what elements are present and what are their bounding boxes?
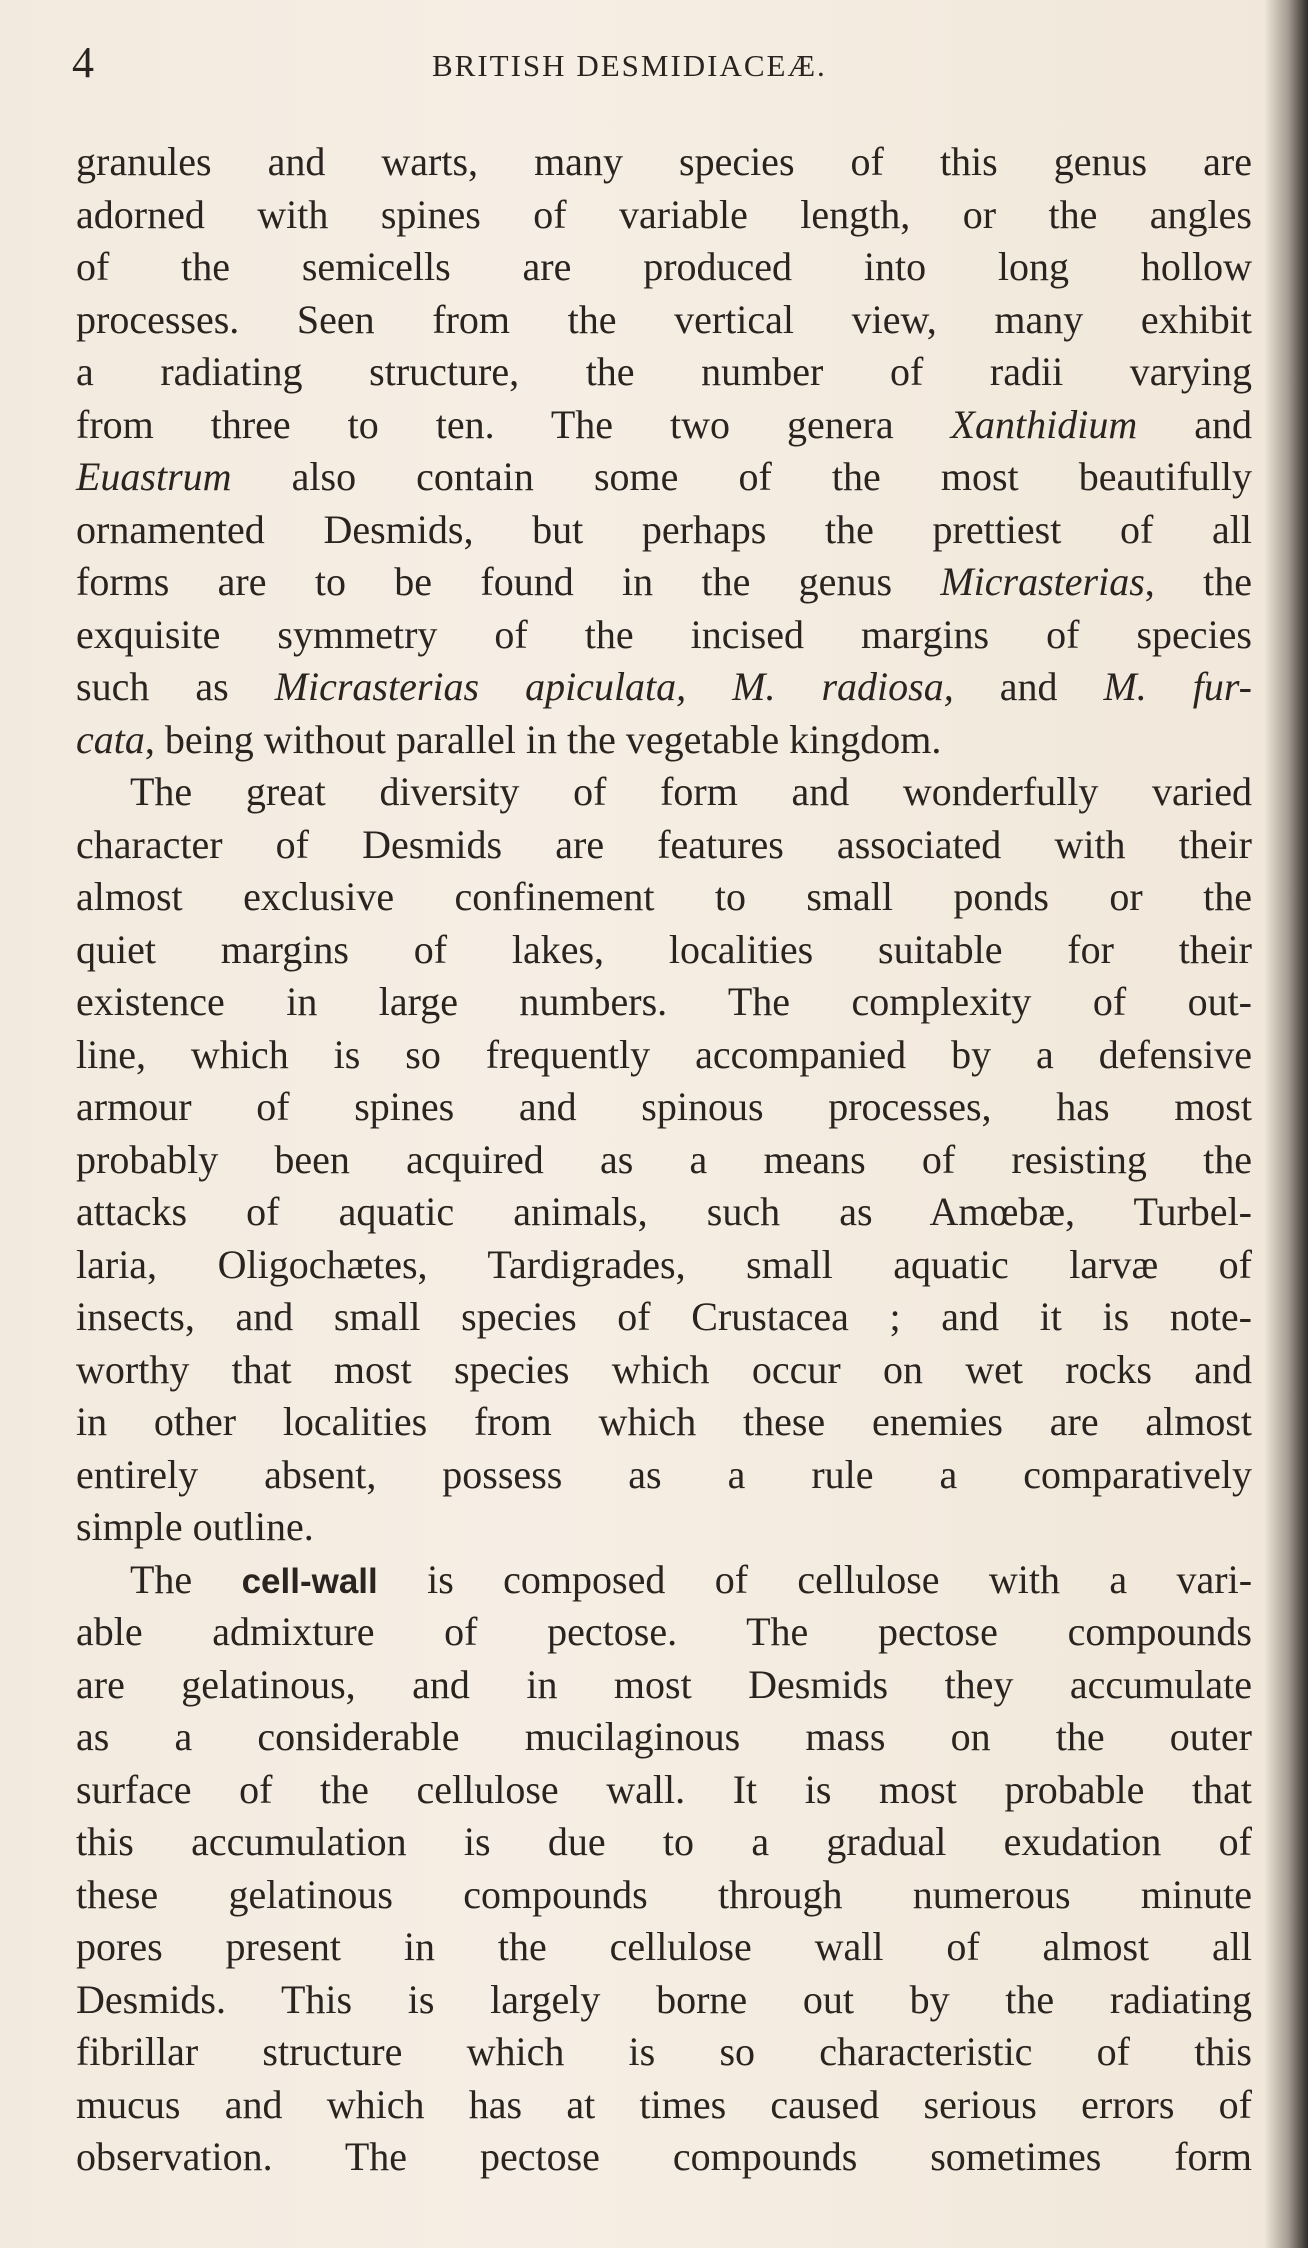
text-run: The great diversity of form and wonderfully varied bbox=[130, 769, 1252, 814]
page-edge-shadow bbox=[1264, 0, 1308, 2248]
bold-term: cell-wall bbox=[241, 1561, 378, 1601]
text-line bbox=[76, 556, 1252, 609]
text-line bbox=[76, 1134, 1252, 1187]
text-line bbox=[76, 1291, 1252, 1344]
text-run: existence in large numbers. The complexity of out- bbox=[76, 979, 1252, 1024]
text-run: simple outline. bbox=[76, 1504, 314, 1549]
text-line bbox=[76, 136, 1252, 189]
text-run: exquisite symmetry of the incised margins of species bbox=[76, 611, 1252, 657]
text-line bbox=[76, 1974, 1252, 2027]
text-line bbox=[76, 1921, 1252, 1974]
text-line bbox=[76, 189, 1252, 242]
text-run: Desmids. This is largely borne out by the radiating bbox=[76, 1976, 1252, 2022]
text-run: observation. The pectose compounds sometimes form bbox=[76, 2134, 1252, 2179]
text-line bbox=[76, 1186, 1252, 1239]
text-run: character of Desmids are features associated with their bbox=[76, 821, 1252, 867]
body-text bbox=[76, 136, 1252, 2184]
text-run: , being without parallel in the vegetable kingdom. bbox=[144, 716, 942, 762]
text-line bbox=[76, 766, 1252, 819]
italic-term: Xanthidium bbox=[950, 401, 1138, 447]
text-run: laria, Oligochætes, Tardigrades, small aquatic larvæ of bbox=[76, 1241, 1252, 1287]
text-run: from three to ten. The two genera bbox=[76, 401, 951, 447]
text-line bbox=[76, 451, 1252, 504]
text-line bbox=[76, 1501, 1252, 1554]
text-run: this accumulation is due to a gradual exudation of bbox=[76, 1819, 1252, 1864]
text-line bbox=[76, 1396, 1252, 1449]
italic-term: cata bbox=[76, 716, 145, 762]
text-run: forms are to be found in the genus bbox=[76, 559, 941, 604]
text-run: and bbox=[1137, 401, 1252, 447]
text-run: a radiating structure, the number of radii varying bbox=[76, 349, 1252, 394]
text-line bbox=[76, 1081, 1252, 1134]
text-line bbox=[76, 1606, 1252, 1659]
text-line bbox=[76, 976, 1252, 1029]
text-line bbox=[76, 819, 1252, 872]
text-run: line, which is so frequently accompanied by a defensive bbox=[76, 1031, 1252, 1077]
text-run: worthy that most species which occur on wet rocks and bbox=[76, 1346, 1252, 1392]
text-line bbox=[76, 241, 1252, 294]
text-line bbox=[76, 2026, 1252, 2079]
italic-term: M. fur- bbox=[1103, 664, 1252, 709]
text-run: mucus and which has at times caused serious errors of bbox=[76, 2081, 1252, 2127]
text-run: probably been acquired as a means of resisting the bbox=[76, 1136, 1252, 1182]
text-line bbox=[76, 1869, 1252, 1922]
text-line bbox=[76, 924, 1252, 977]
text-line bbox=[76, 294, 1252, 347]
italic-term: Micrasterias bbox=[940, 559, 1145, 604]
text-run: surface of the cellulose wall. It is most probable that bbox=[76, 1766, 1252, 1812]
text-run: adorned with spines of variable length, or the angles bbox=[76, 191, 1252, 237]
text-run: these gelatinous compounds through numerous minute bbox=[76, 1871, 1252, 1917]
text-run: of the semicells are produced into long hollow bbox=[76, 244, 1252, 289]
text-run: quiet margins of lakes, localities suitable for their bbox=[76, 926, 1252, 972]
text-run: as a considerable mucilaginous mass on the outer bbox=[76, 1714, 1252, 1759]
text-run: armour of spines and spinous processes, has most bbox=[76, 1084, 1252, 1129]
text-run: almost exclusive confinement to small ponds or the bbox=[76, 874, 1252, 919]
text-line bbox=[76, 871, 1252, 924]
italic-term: Micrasterias apiculata, M. radiosa, bbox=[274, 664, 954, 709]
page-header bbox=[72, 38, 1252, 88]
text-run: pores present in the cellulose wall of almost all bbox=[76, 1924, 1252, 1969]
text-line bbox=[76, 1029, 1252, 1082]
text-line bbox=[76, 2079, 1252, 2132]
text-line bbox=[76, 1344, 1252, 1397]
text-run: entirely absent, possess as a rule a comparatively bbox=[76, 1451, 1252, 1497]
text-run: is composed of cellulose with a vari- bbox=[377, 1556, 1253, 1602]
text-line bbox=[76, 1764, 1252, 1817]
text-run: insects, and small species of Crustacea ; and it is note- bbox=[76, 1294, 1252, 1339]
text-line bbox=[76, 399, 1252, 452]
text-line bbox=[76, 1554, 1252, 1607]
text-run: able admixture of pectose. The pectose compounds bbox=[76, 1609, 1252, 1654]
text-run: processes. Seen from the vertical view, many exhibit bbox=[76, 296, 1252, 342]
text-line bbox=[76, 661, 1252, 714]
text-line bbox=[76, 1449, 1252, 1502]
text-run: are gelatinous, and in most Desmids they accumulate bbox=[76, 1661, 1252, 1707]
text-run: also contain some of the most beautifully bbox=[231, 454, 1252, 499]
text-run: , the bbox=[1144, 559, 1253, 604]
text-line bbox=[76, 1711, 1252, 1764]
running-title: BRITISH DESMIDIACEÆ. bbox=[432, 48, 827, 83]
text-run: fibrillar structure which is so characteristic of this bbox=[76, 2029, 1252, 2074]
text-line bbox=[76, 714, 1252, 767]
text-run: such as bbox=[76, 664, 275, 709]
text-run: in other localities from which these enemies are almost bbox=[76, 1399, 1252, 1444]
text-line bbox=[76, 1659, 1252, 1712]
text-run: The bbox=[130, 1556, 242, 1602]
text-line bbox=[76, 2131, 1252, 2184]
text-line bbox=[76, 609, 1252, 662]
text-run: attacks of aquatic animals, such as Amœbæ, Turbel- bbox=[76, 1189, 1252, 1234]
text-line bbox=[76, 1239, 1252, 1292]
text-line bbox=[76, 504, 1252, 557]
text-run: and bbox=[953, 664, 1104, 709]
italic-term: Euastrum bbox=[76, 454, 232, 499]
page-number: 4 bbox=[72, 38, 94, 87]
text-line bbox=[76, 346, 1252, 399]
text-run: ornamented Desmids, but perhaps the prettiest of all bbox=[76, 506, 1252, 552]
text-run: granules and warts, many species of this genus are bbox=[76, 139, 1252, 184]
text-line bbox=[76, 1816, 1252, 1869]
